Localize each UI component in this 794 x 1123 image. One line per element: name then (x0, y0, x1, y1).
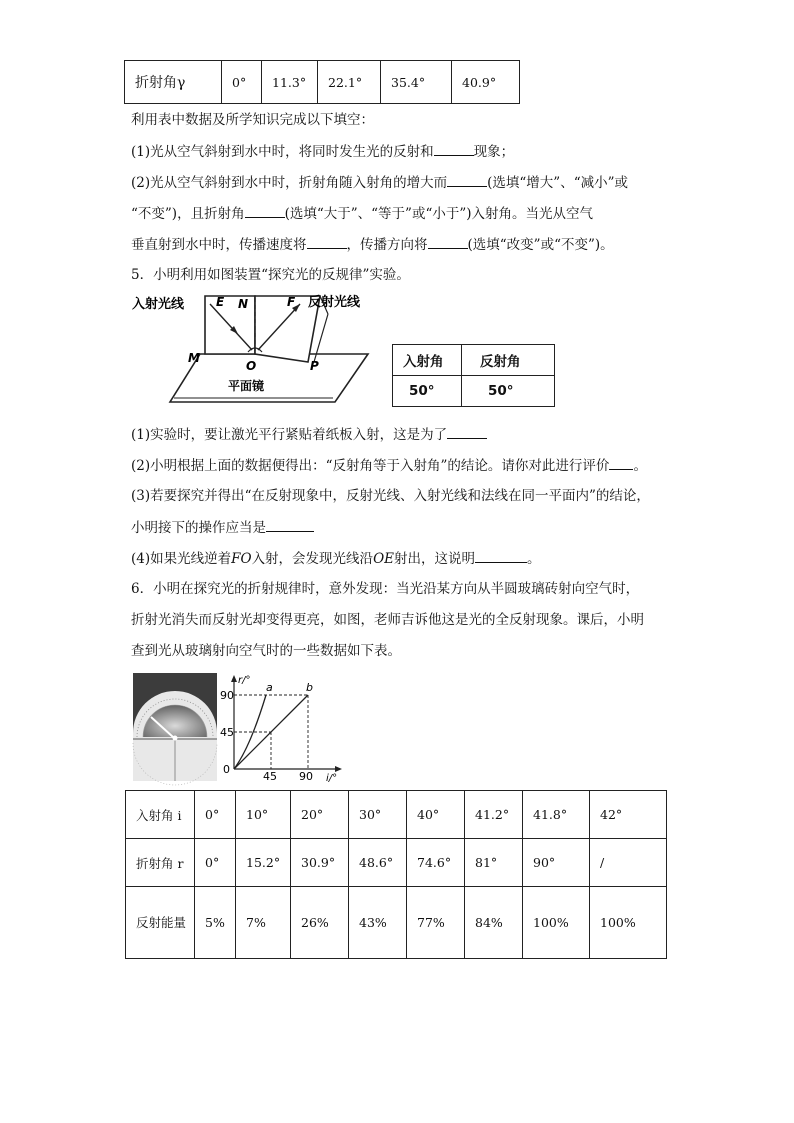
x-tick-45: 45 (263, 770, 277, 783)
table-cell: 77% (407, 887, 465, 959)
table-cell: 35.4° (381, 61, 452, 104)
question-text: (2)小明根据上面的数据便得出：“反射角等于入射角”的结论。请你对此进行评价 (131, 458, 610, 474)
curve-a-label: a (266, 681, 273, 694)
y-tick-45: 45 (220, 726, 234, 739)
table-cell: 90° (523, 839, 590, 887)
table-cell: 0° (195, 791, 236, 839)
question-text: (1)实验时，要让激光平行紧贴着纸板入射，这是为了 (131, 427, 448, 443)
label-m: M (188, 351, 200, 365)
question-line (131, 234, 614, 255)
origin-label: 0 (223, 763, 230, 776)
question-text: 。 (527, 551, 541, 567)
ray-fo: FO (231, 551, 252, 567)
table-cell: 50° (393, 376, 462, 407)
table-cell: 40.9° (452, 61, 520, 104)
reflection-data-table (392, 344, 555, 407)
question-text: 小明接下的操作应当是 (131, 520, 266, 536)
row-label: 反射能量 (126, 887, 195, 959)
answer-blank[interactable] (447, 424, 487, 439)
answer-blank[interactable] (266, 517, 314, 532)
question-text: 折射光消失而反射光却变得更亮，如图，老师吉诉他这是光的全反射现象。课后，小明 (131, 612, 644, 628)
question-text: (选填“增大”、“减小”或 (487, 175, 628, 191)
question-line (131, 203, 593, 224)
question-line (131, 141, 514, 162)
ray-oe: OE (373, 551, 394, 567)
label-n: N (238, 297, 249, 311)
x-tick-90: 90 (299, 770, 313, 783)
incident-ray-label: 入射光线 (132, 297, 185, 312)
table-cell: 11.3° (262, 61, 318, 104)
answer-blank[interactable] (428, 234, 468, 249)
table-cell: 0° (195, 839, 236, 887)
question-text: 。 (633, 458, 647, 474)
row-label: 入射角 i (126, 791, 195, 839)
total-reflection-table (125, 790, 667, 959)
table-cell: 5% (195, 887, 236, 959)
question-text: ，传播方向将 (346, 237, 428, 253)
label-p: P (310, 359, 319, 373)
row-label: 折射角γ (125, 61, 222, 104)
question-text: (选填“改变”或“不变”)。 (467, 237, 614, 253)
label-e: E (216, 295, 225, 309)
answer-blank[interactable] (307, 234, 347, 249)
table-cell: 43% (349, 887, 407, 959)
table-cell: 20° (291, 791, 349, 839)
table-cell: 48.6° (349, 839, 407, 887)
table-cell: / (590, 839, 667, 887)
table-header: 反射角 (462, 345, 555, 376)
y-axis-label: r/° (238, 675, 251, 686)
row-label: 折射角 r (126, 839, 195, 887)
table-cell: 84% (465, 887, 523, 959)
table-cell: 42° (590, 791, 667, 839)
question-title: 5．小明利用如图装置“探究光的反规律”实验。 (131, 267, 410, 283)
refraction-angle-table (124, 60, 520, 104)
question-text: 射出，这说明 (394, 551, 475, 567)
question-line (131, 548, 541, 569)
question-text: 查到光从玻璃射向空气时的一些数据如下表。 (131, 643, 401, 659)
answer-blank[interactable] (434, 141, 474, 156)
reflection-apparatus-figure (130, 292, 375, 410)
question-title: 6．小明在探究光的折射规律时，意外发现：当光沿某方向从半圆玻璃砖射向空气时， (131, 581, 640, 597)
answer-blank[interactable] (609, 455, 633, 470)
line-b-label: b (306, 681, 313, 694)
table-cell: 30° (349, 791, 407, 839)
table-cell: 74.6° (407, 839, 465, 887)
experiment-photo (133, 673, 217, 781)
table-cell: 22.1° (318, 61, 381, 104)
table-cell: 100% (523, 887, 590, 959)
answer-blank[interactable] (447, 172, 487, 187)
question-line (131, 517, 314, 538)
label-o: O (246, 359, 257, 373)
table-header: 入射角 (393, 345, 462, 376)
question-text: (选填“大于”、“等于”或“小于”)入射角。当光从空气 (284, 206, 594, 222)
table-cell: 10° (236, 791, 291, 839)
x-axis-label: i/° (326, 773, 338, 784)
table-cell: 100% (590, 887, 667, 959)
table-cell: 50° (462, 376, 555, 407)
question-text: “不变”)，且折射角 (131, 206, 245, 222)
question-text: (3)若要探究并得出“在反射现象中，反射光线、入射光线和法线在同一平面内”的结论， (131, 488, 650, 504)
table-cell: 81° (465, 839, 523, 887)
table-cell: 40° (407, 791, 465, 839)
table-cell: 41.8° (523, 791, 590, 839)
table-cell: 41.2° (465, 791, 523, 839)
table-cell: 26% (291, 887, 349, 959)
y-tick-90: 90 (220, 689, 234, 702)
table-cell: 7% (236, 887, 291, 959)
question-text: 入射，会发现光线沿 (251, 551, 374, 567)
table-cell: 15.2° (236, 839, 291, 887)
question-text: (4)如果光线逆着 (131, 551, 232, 567)
question-text: (1)光从空气斜射到水中时，将同时发生光的反射和 (131, 144, 434, 160)
refraction-graph (222, 673, 347, 785)
table-cell: 0° (222, 61, 262, 104)
question-text: 垂直射到水中时，传播速度将 (131, 237, 307, 253)
instruction-text: 利用表中数据及所学知识完成以下填空： (131, 112, 374, 128)
question-line (131, 424, 487, 445)
label-f: F (287, 295, 296, 309)
question-line (131, 172, 628, 193)
mirror-label: 平面镜 (228, 379, 265, 393)
question-text: 现象； (473, 144, 515, 160)
question-line (131, 455, 647, 476)
answer-blank[interactable] (245, 203, 285, 218)
question-text: (2)光从空气斜射到水中时，折射角随入射角的增大而 (131, 175, 448, 191)
table-cell: 30.9° (291, 839, 349, 887)
answer-blank[interactable] (475, 548, 527, 563)
reflected-ray-label: 反射光线 (308, 295, 361, 310)
